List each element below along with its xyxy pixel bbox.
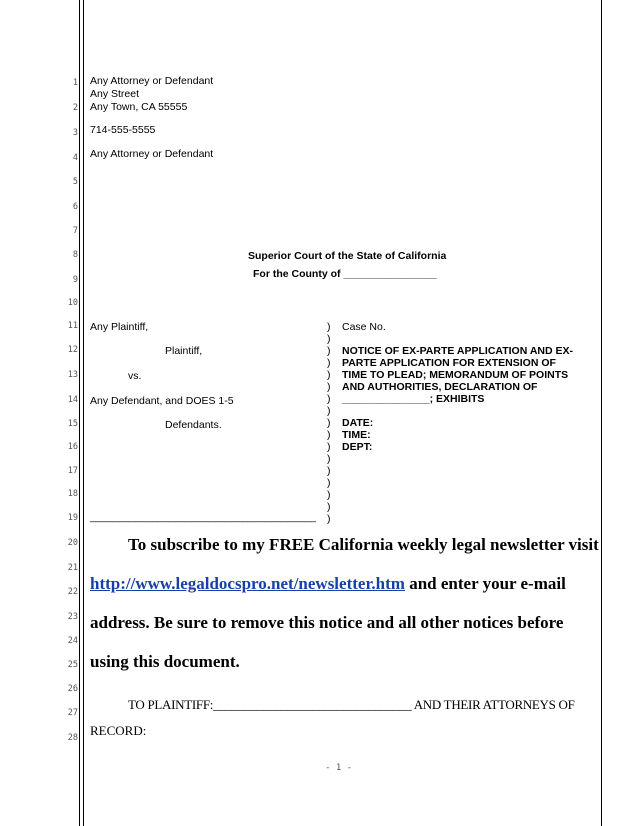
line-number: 10 [67,298,78,308]
document-title-line: NOTICE OF EX-PARTE APPLICATION AND EX- [342,345,574,357]
versus-label: vs. [128,370,142,382]
document-title-line: AND AUTHORITIES, DECLARATION OF [342,381,538,393]
document-title-line: TIME TO PLEAD; MEMORANDUM OF POINTS [342,369,569,381]
line-number: 9 [72,275,78,285]
to-plaintiff-line: TO PLAINTIFF:________________________________ AND THEIR ATTORNEYS OF [128,697,575,712]
line-number: 27 [67,708,78,718]
plaintiff-label: Plaintiff, [165,345,203,357]
line-number: 2 [72,103,78,113]
caption-paren: ) [327,321,331,333]
left-margin-rule [79,0,80,826]
line-number: 11 [67,321,78,331]
court-county: For the County of ________________ [253,268,437,280]
hearing-time-label: TIME: [342,429,371,441]
caption-paren: ) [327,429,331,441]
line-number: 12 [67,345,78,355]
line-number: 16 [67,442,78,452]
caption-paren: ) [327,477,331,489]
line-number: 6 [72,202,78,212]
caption-bottom-rule: ________________________________________ [90,511,316,523]
line-number: 4 [72,153,78,163]
line-number: 25 [67,660,78,670]
caption-paren: ) [327,501,331,513]
hearing-date-label: DATE: [342,417,374,429]
caption-paren: ) [327,393,331,405]
caption-paren: ) [327,453,331,465]
hearing-dept-label: DEPT: [342,441,373,453]
line-number: 19 [67,513,78,523]
notice-line: address. Be sure to remove this notice and all other notices before [90,613,564,632]
line-number: 7 [72,226,78,236]
attorney-phone: 714-555-5555 [90,124,156,136]
newsletter-link[interactable]: http://www.legaldocspro.net/newsletter.htm [90,574,405,593]
document-title-line: _______________; EXHIBITS [342,393,485,405]
plaintiff-name: Any Plaintiff, [90,321,149,333]
line-number: 15 [67,419,78,429]
line-number: 1 [72,78,78,88]
right-margin-rule [601,0,602,826]
caption-paren: ) [327,381,331,393]
line-number: 26 [67,684,78,694]
caption-paren: ) [327,465,331,477]
notice-line: To subscribe to my FREE California weekly legal newsletter visit [128,535,599,554]
caption-paren: ) [327,357,331,369]
attorney-name: Any Attorney or Defendant [90,75,214,87]
line-number: 28 [67,733,78,743]
notice-line-text: and enter your e-mail [404,574,566,593]
defendant-label: Defendants. [165,419,222,431]
line-number: 3 [72,128,78,138]
left-margin-rule-inner [83,0,84,826]
line-number: 24 [67,636,78,646]
line-number: 14 [67,395,78,405]
line-number: 13 [67,370,78,380]
line-number: 21 [67,563,78,573]
caption-paren: ) [327,441,331,453]
caption-paren: ) [327,405,331,417]
case-number-label: Case No. [342,321,386,333]
notice-line: using this document. [90,652,240,671]
line-number: 22 [67,587,78,597]
caption-paren: ) [327,513,331,525]
line-number: 8 [72,250,78,260]
court-name: Superior Court of the State of California [248,250,447,262]
line-number: 18 [67,489,78,499]
document-title-line: PARTE APPLICATION FOR EXTENSION OF [342,357,556,369]
attorney-for: Any Attorney or Defendant [90,148,214,160]
caption-paren: ) [327,489,331,501]
line-number: 5 [72,177,78,187]
line-number: 23 [67,612,78,622]
line-number: 20 [67,538,78,548]
notice-line [90,574,566,594]
caption-paren: ) [327,417,331,429]
attorney-street: Any Street [90,88,140,100]
defendant-name: Any Defendant, and DOES 1-5 [90,395,234,407]
page-number: - 1 - [325,763,353,773]
line-number: 17 [67,466,78,476]
caption-paren: ) [327,369,331,381]
record-line: RECORD: [90,723,147,738]
caption-paren: ) [327,333,331,345]
attorney-city: Any Town, CA 55555 [90,101,188,113]
caption-paren: ) [327,345,331,357]
